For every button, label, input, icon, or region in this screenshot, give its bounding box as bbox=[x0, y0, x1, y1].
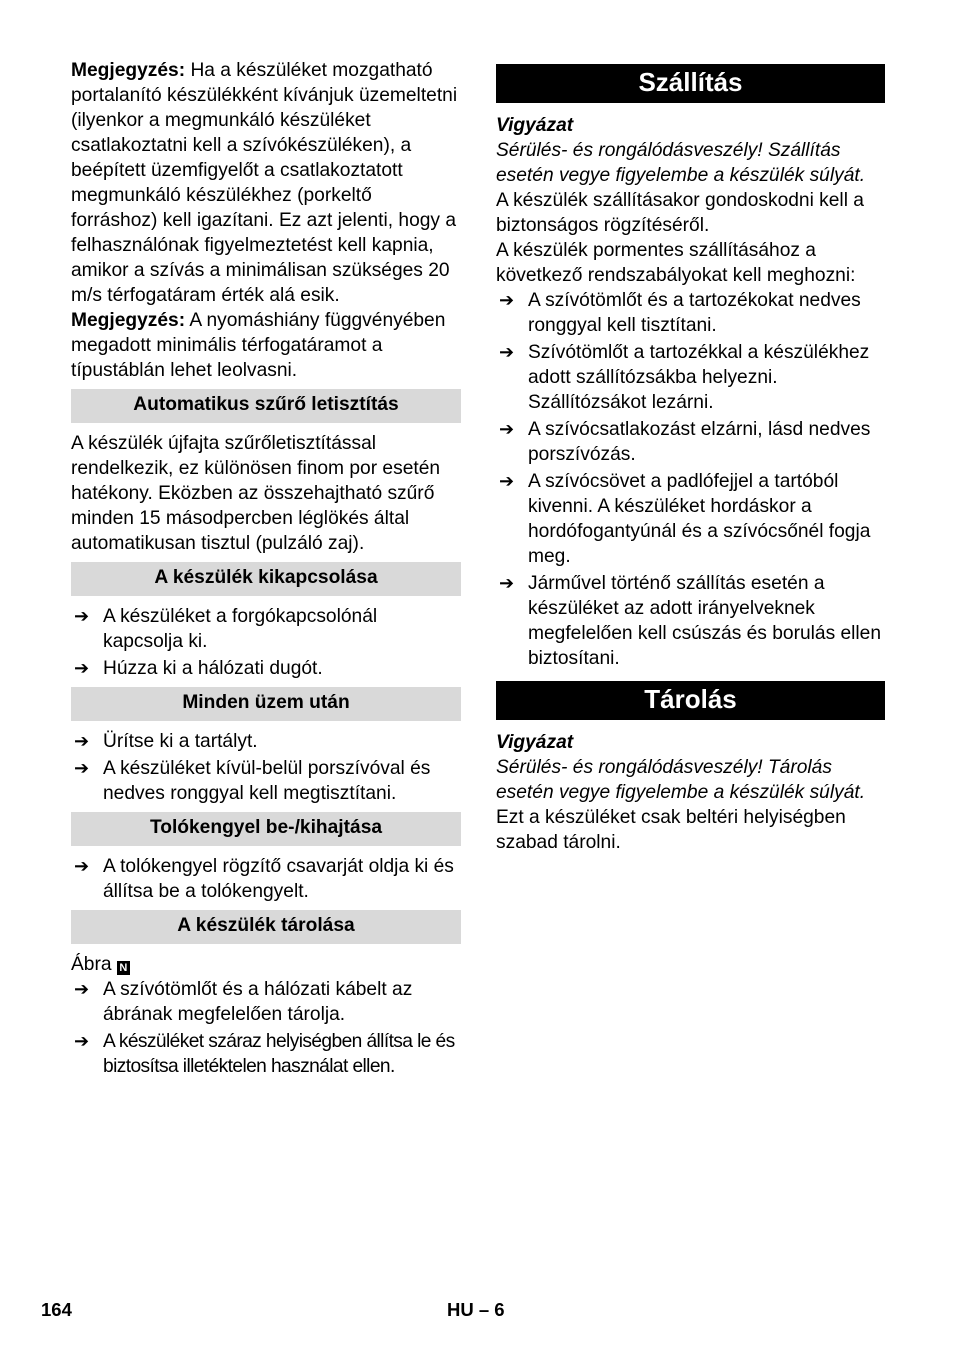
arrow-right-icon: ➔ bbox=[74, 1031, 89, 1051]
list-item: ➔ Ürítse ki a tartályt. bbox=[74, 731, 258, 752]
transport-list bbox=[496, 288, 885, 671]
note-paragraph bbox=[71, 308, 461, 383]
section-heading-filter-cleaning: Automatikus szűrő letisztítás bbox=[71, 389, 461, 423]
arrow-right-icon: ➔ bbox=[499, 419, 515, 439]
list-item: ➔ A készüléket a forgókapcsolónál kapcsolja ki. bbox=[74, 606, 378, 652]
list-item: ➔ Járművel történő szállítás esetén a készüléket az adott irányelveknek megfelelően kell csúszás és borulás ellen biztosítani. bbox=[499, 573, 882, 669]
list-item: ➔ A szívótömlőt és a hálózati kábelt az ábrának megfelelően tárolja. bbox=[74, 979, 413, 1025]
section-heading-transport: Szállítás bbox=[496, 64, 885, 103]
section-heading-push-handle: Tolókengyel be-/kihajtása bbox=[71, 812, 461, 846]
left-column bbox=[71, 58, 461, 1079]
storage-paragraph: Ezt a készüléket csak beltéri helyiségben szabad tárolni. bbox=[496, 807, 846, 853]
arrow-right-icon: ➔ bbox=[74, 758, 90, 778]
note-text: A nyomáshiány függvényében megadott minimális térfogatáramot a típustáblán lehet leolvasni. bbox=[71, 310, 446, 381]
push-handle-list bbox=[71, 854, 461, 904]
arrow-right-icon: ➔ bbox=[499, 471, 515, 491]
list-item: ➔ A szívótömlőt és a tartozékokat nedves ronggyal kell tisztítani. bbox=[499, 290, 861, 336]
device-storage-list bbox=[71, 977, 461, 1079]
note-label: Megjegyzés: bbox=[71, 60, 186, 81]
list-item: ➔ Húzza ki a hálózati dugót. bbox=[74, 658, 323, 679]
caution-label: Vigyázat bbox=[496, 732, 574, 753]
arrow-right-icon: ➔ bbox=[74, 731, 90, 751]
section-heading-storage: Tárolás bbox=[496, 681, 885, 720]
arrow-right-icon: ➔ bbox=[499, 342, 515, 362]
switch-off-list bbox=[71, 604, 461, 681]
list-item: ➔ A szívócsövet a padlófejjel a tartóból kivenni. A készüléket hordáskor a hordófogantyúnál és a szívócsőnél fogja meg. bbox=[499, 471, 871, 567]
arrow-right-icon: ➔ bbox=[74, 856, 90, 876]
figure-reference: Ábra N bbox=[71, 952, 461, 977]
list-item: ➔ A készüléket kívül-belül porszívóval és nedves ronggyal kell megtisztítani. bbox=[74, 758, 431, 804]
list-item: ➔ A tolókengyel rögzítő csavarját oldja ki és állítsa be a tolókengyelt. bbox=[74, 856, 454, 902]
arrow-right-icon: ➔ bbox=[499, 290, 515, 310]
page-number: 164 bbox=[41, 1299, 72, 1320]
after-operation-list bbox=[71, 729, 461, 806]
right-column bbox=[496, 58, 885, 855]
section-heading-switch-off: A készülék kikapcsolása bbox=[71, 562, 461, 596]
note-text: Ha a készüléket mozgatható portalanító készülékként kívánjuk üzemeltetni (ilyenkor a megmunkáló készüléket csatlakoztatni kell a szívókészüléken), a beépített üzemfigyelőt a csatlakoztatott megmunkáló készülékhez (porkeltő forráshoz) kell igazítani. Ez azt jelenti, hogy a felhasználónak figyelmeztetést kell kapnia, amikor a szívás a minimálisan szükséges 20 m/s térfogatáram érték alá esik. bbox=[71, 60, 458, 306]
warning-text: Sérülés- és rongálódásveszély! Tárolás esetén vegye figyelembe a készülék súlyát. bbox=[496, 757, 866, 803]
arrow-right-icon: ➔ bbox=[499, 573, 515, 593]
section-heading-after-operation: Minden üzem után bbox=[71, 687, 461, 721]
note-paragraph bbox=[71, 58, 461, 308]
transport-paragraph: A készülék pormentes szállításához a következő rendszabályokat kell meghozni: bbox=[496, 240, 856, 286]
arrow-right-icon: ➔ bbox=[74, 979, 90, 999]
filter-cleaning-text: A készülék újfajta szűrőletisztítással rendelkezik, ez különösen finom por esetén hatékony. Eközben az összehajtható szűrő minden 15 másodpercben léglökés által automatikusan tisztul (pulzáló zaj). bbox=[71, 433, 441, 554]
arrow-right-icon: ➔ bbox=[74, 606, 90, 626]
transport-paragraph: A készülék szállításakor gondoskodni kell a biztonságos rögzítéséről. bbox=[496, 190, 864, 236]
language-page-label: HU – 6 bbox=[447, 1299, 505, 1320]
caution-label: Vigyázat bbox=[496, 115, 574, 136]
list-item: ➔ Szívótömlőt a tartozékkal a készülékhez adott szállítózsákba helyezni. Szállítózsákot lezárni. bbox=[499, 342, 870, 413]
section-heading-device-storage: A készülék tárolása bbox=[71, 910, 461, 944]
figure-n-icon: N bbox=[117, 961, 130, 975]
list-item: ➔ A készüléket száraz helyiségben állítsa le és biztosítsa illetéktelen használat ellen. bbox=[74, 1031, 455, 1077]
list-item: ➔ A szívócsatlakozást elzárni, lásd nedves porszívózás. bbox=[499, 419, 871, 465]
arrow-right-icon: ➔ bbox=[74, 658, 90, 678]
warning-text: Sérülés- és rongálódásveszély! Szállítás esetén vegye figyelembe a készülék súlyát. bbox=[496, 140, 866, 186]
note-label: Megjegyzés: bbox=[71, 310, 186, 331]
